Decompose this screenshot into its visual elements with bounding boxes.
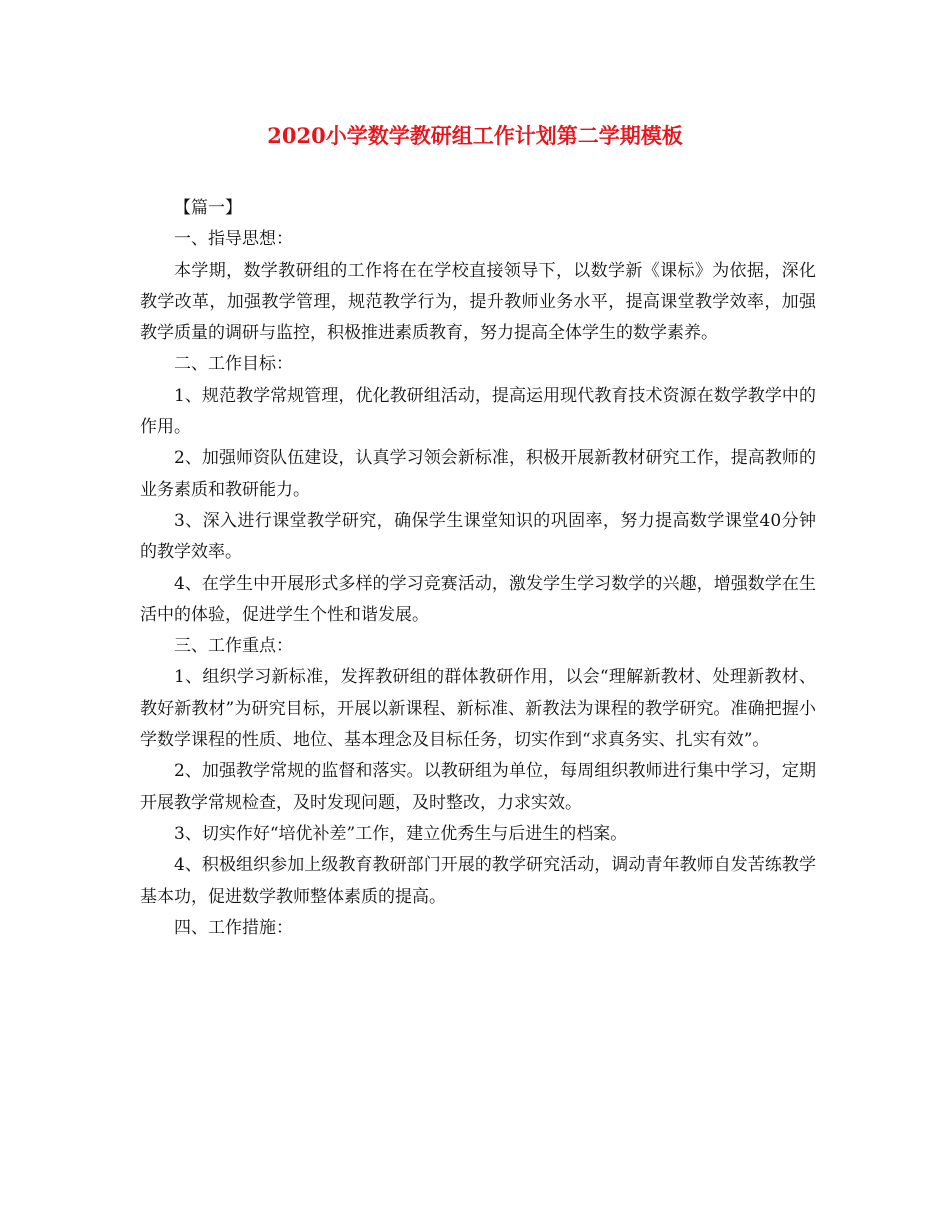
paragraph-focus-4: 4、积极组织参加上级教育教研部门开展的教学研究活动，调动青年教师自发苦练教学基本功，促进数学教师整体素质的提高。 (140, 855, 816, 907)
document-body (140, 193, 816, 944)
paragraph-guiding-ideology: 本学期，数学教研组的工作将在在学校直接领导下，以数学新《课标》为依据，深化教学改革，加强教学管理，规范教学行为，提升教师业务水平，提高课堂教学效率，加强教学质量的调研与监控，积极推进素质教育，努力提高全体学生的数学素养。 (140, 260, 816, 344)
paragraph-focus-3: 3、切实作好“培优补差”工作，建立优秀生与后进生的档案。 (174, 823, 628, 844)
paragraph-goal-3: 3、深入进行课堂教学研究，确保学生课堂知识的巩固率，努力提高数学课堂40分钟的教学效率。 (140, 510, 816, 563)
document-title: 2020小学数学教研组工作计划第二学期模板 (267, 123, 683, 148)
paragraph-goal-1: 1、规范教学常规管理，优化教研组活动，提高运用现代教育技术资源在数学教学中的作用。 (140, 385, 816, 438)
paragraph-focus-1: 1、组织学习新标准，发挥教研组的群体教研作用，以会“理解新教材、处理新教材、教好新教材”为研究目标，开展以新课程、新标准、新教法为课程的教学研究。准确把握小学数学课程的性质、地位、基本理念及目标任务，切实作到“求真务实、扎实有效”。 (140, 667, 816, 751)
heading-work-measures: 四、工作措施： (174, 917, 293, 938)
paragraph-goal-2: 2、加强师资队伍建设，认真学习领会新标准，积极开展新教材研究工作，提高教师的业务素质和教研能力。 (140, 448, 816, 500)
heading-work-focus: 三、工作重点： (174, 636, 293, 657)
heading-work-goals: 二、工作目标： (174, 354, 293, 375)
paragraph-focus-2: 2、加强教学常规的监督和落实。以教研组为单位，每周组织教师进行集中学习，定期开展教学常规检查，及时发现问题，及时整改，力求实效。 (140, 761, 816, 813)
paragraph-goal-4: 4、在学生中开展形式多样的学习竞赛活动，激发学生学习数学的兴趣，增强数学在生活中的体验，促进学生个性和谐发展。 (140, 573, 816, 625)
heading-guiding-ideology: 一、指导思想： (174, 229, 293, 250)
paragraph-section-tag: 【篇一】 (174, 198, 242, 218)
